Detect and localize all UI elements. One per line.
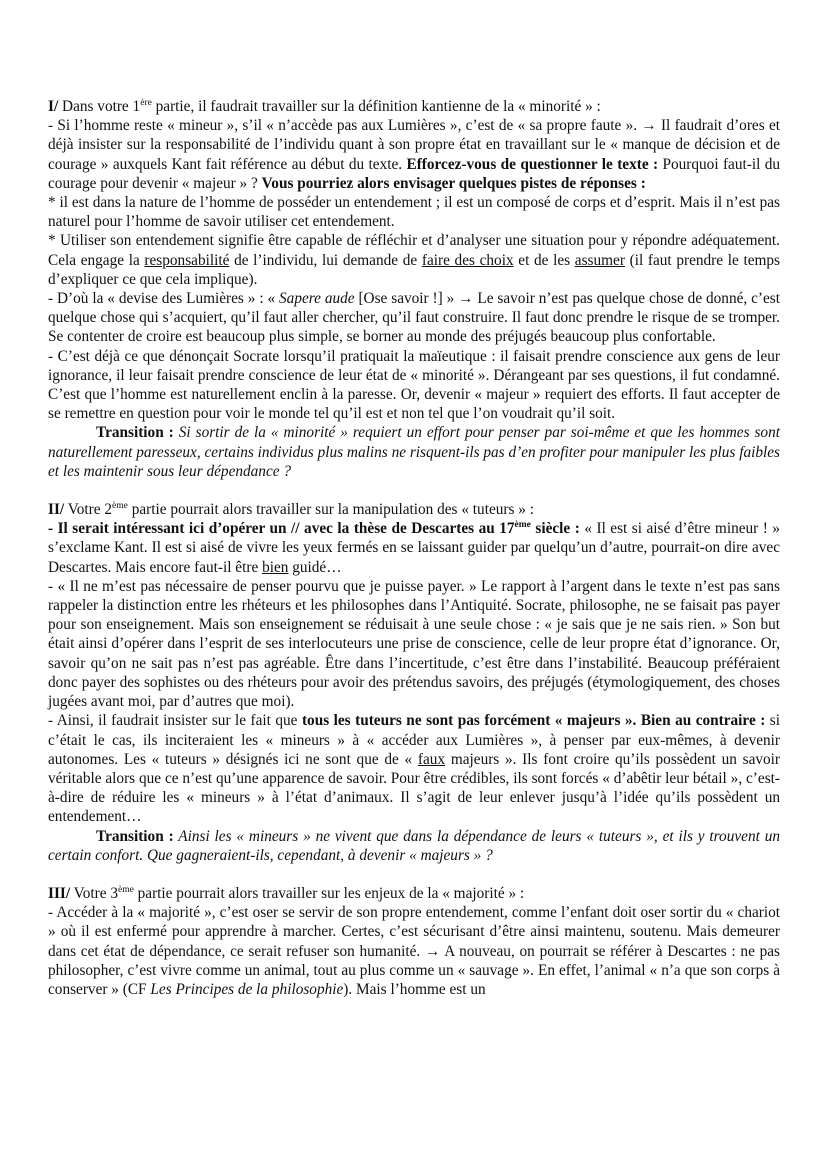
section-gap bbox=[48, 481, 780, 500]
section2-heading: II/ Votre 2ème partie pourrait alors travailler sur la manipulation des « tuteurs » : bbox=[48, 501, 534, 519]
section1-paragraph-4: - D’où la « devise des Lumières » : « Sapere aude [Ose savoir !] » → Le savoir n’est pas quelque chose de donné, c’est quelque chose qui s’acquiert, qu’il faut aller chercher, qu’il faut construire. Il faut donc prendre le risque de se tromper. Se contenter de croire est beaucoup plus simple, se borner au monde des préjugés beaucoup plus confortable. bbox=[48, 290, 780, 346]
section2-paragraph-2: - « Il ne m’est pas nécessaire de penser pourvu que je puisse payer. » Le rapport à l’argent dans le texte n’est pas sans rappeler la distinction entre les rhéteurs et les philosophes dans l’Antiquité. Socrate, philosophe, ne se faisait pas payer pour son enseignement. Mais son enseignement se réduisait à une seule chose : « je sais que je ne sais rien. » Son but était ainsi d’opérer dans l’esprit de ses interlocuteurs une prise de conscience, celle de leur propre état d’ignorance. Or, savoir qu’on ne sait pas n’est pas agréable. Être dans l’incertitude, c’est être dans l’instabilité. Beaucoup préféraient donc payer des sophistes ou des rhéteurs pour avoir des prétendus savoirs, des préjugés (étymologiquement, des choses jugées avant moi, par d’autres que moi). bbox=[48, 577, 780, 711]
section3-paragraph-1: - Accéder à la « majorité », c’est oser se servir de son propre entendement, comme l’enfant doit oser sortir du « chariot » où il est enfermé pour apprendre à marcher. Certes, c’est sécurisant d’être ainsi maintenu, soutenu. Mais demeurer dans cet état de dépendance, ce serait refuser son humanité. → A nouveau, on pourrait se référer à Descartes : ne pas philosopher, c’est vivre comme un animal, tout au plus comme un « sauvage ». En effet, l’animal « n’a que son corps à conserver » (CF Les Principes de la philosophie). Mais l’homme est un bbox=[48, 904, 780, 998]
section2-paragraph-1: - Il serait intéressant ici d’opérer un // avec la thèse de Descartes au 17ème siècle : « Il est si aisé d’être mineur ! » s’exclame Kant. Il est si aisé de vivre les yeux fermés en se laissant guider par quelqu’un d’autre, pourrait-on dire avec Descartes. Mais encore faut-il être bien guidé… bbox=[48, 520, 780, 576]
section1-heading: I/ Dans votre 1ère partie, il faudrait travailler sur la définition kantienne de la « minorité » : bbox=[48, 98, 601, 115]
section2-transition: Transition : Ainsi les « mineurs » ne vivent que dans la dépendance de leurs « tuteurs », et ils y trouvent un certain confort. Que gagneraient-ils, cependant, à devenir « majeurs » ? bbox=[48, 827, 780, 864]
section-gap bbox=[48, 865, 780, 884]
section2-number: II/ bbox=[48, 501, 65, 519]
section1-number: I/ bbox=[48, 98, 59, 115]
section2-paragraph-3: - Ainsi, il faudrait insister sur le fait que tous les tuteurs ne sont pas forcément « majeurs ». Bien au contraire : si c’était le cas, ils inciteraient les « mineurs » à « accéder aux Lumières », à penser par eux-mêmes, à devenir autonomes. Les « tuteurs » désignés ici ne sont que de « faux majeurs ». Ils font croire qu’ils possèdent un savoir véritable alors que ce n’est qu’une apparence de savoir. Pour être crédibles, ils sont forcés « d’abêtir leur bétail », c’est-à-dire de réduire les « mineurs » à l’état d’animaux. Il s’agit de leur enlever jusqu’à l’idée qu’ils possèdent un entendement… bbox=[48, 712, 780, 826]
section1-paragraph-2: * il est dans la nature de l’homme de posséder un entendement ; il est un composé de corps et d’esprit. Mais il n’est pas naturel pour l’homme de savoir utiliser cet entendement. bbox=[48, 194, 780, 231]
document-page bbox=[48, 97, 780, 999]
section1-paragraph-3: * Utiliser son entendement signifie être capable de réfléchir et d’analyser une situation pour y répondre adéquatement. Cela engage la responsabilité de l’individu, lui demande de faire des choix et de les assumer (il faut prendre le temps d’expliquer ce que cela implique). bbox=[48, 232, 780, 288]
section1-paragraph-1: - Si l’homme reste « mineur », s’il « n’accède pas aux Lumières », c’est de « sa propre faute ». → Il faudrait d’ores et déjà insister sur la responsabilité de l’individu quant à son propre état en travaillant sur le « manque de décision et de courage » auxquels Kant fait référence au début du texte. Efforcez-vous de questionner le texte : Pourquoi faut-il du courage pour devenir « majeur » ? Vous pourriez alors envisager quelques pistes de réponses : bbox=[48, 117, 780, 192]
section1-paragraph-5: - C’est déjà ce que dénonçait Socrate lorsqu’il pratiquait la maïeutique : il faisait prendre conscience aux gens de leur ignorance, il leur faisait prendre conscience de leur état de « minorité ». Dérangeant par ses questions, il fut condamné. C’est que l’homme est naturellement enclin à la paresse. Or, devenir « majeur » requiert des efforts. Il faut accepter de se remettre en question pour voir le monde tel qu’il est et non tel que l’on voudrait qu’il soit. bbox=[48, 347, 780, 423]
section3-number: III/ bbox=[48, 884, 71, 902]
section1-transition: Transition : Si sortir de la « minorité » requiert un effort pour penser par soi-même et que les hommes sont naturellement paresseux, certains individus plus malins ne risquent-ils pas d’en profiter pour manipuler les plus faibles et les maintenir sous leur dépendance ? bbox=[48, 424, 780, 480]
section3-heading: III/ Votre 3ème partie pourrait alors travailler sur les enjeux de la « majorité » : bbox=[48, 884, 525, 902]
